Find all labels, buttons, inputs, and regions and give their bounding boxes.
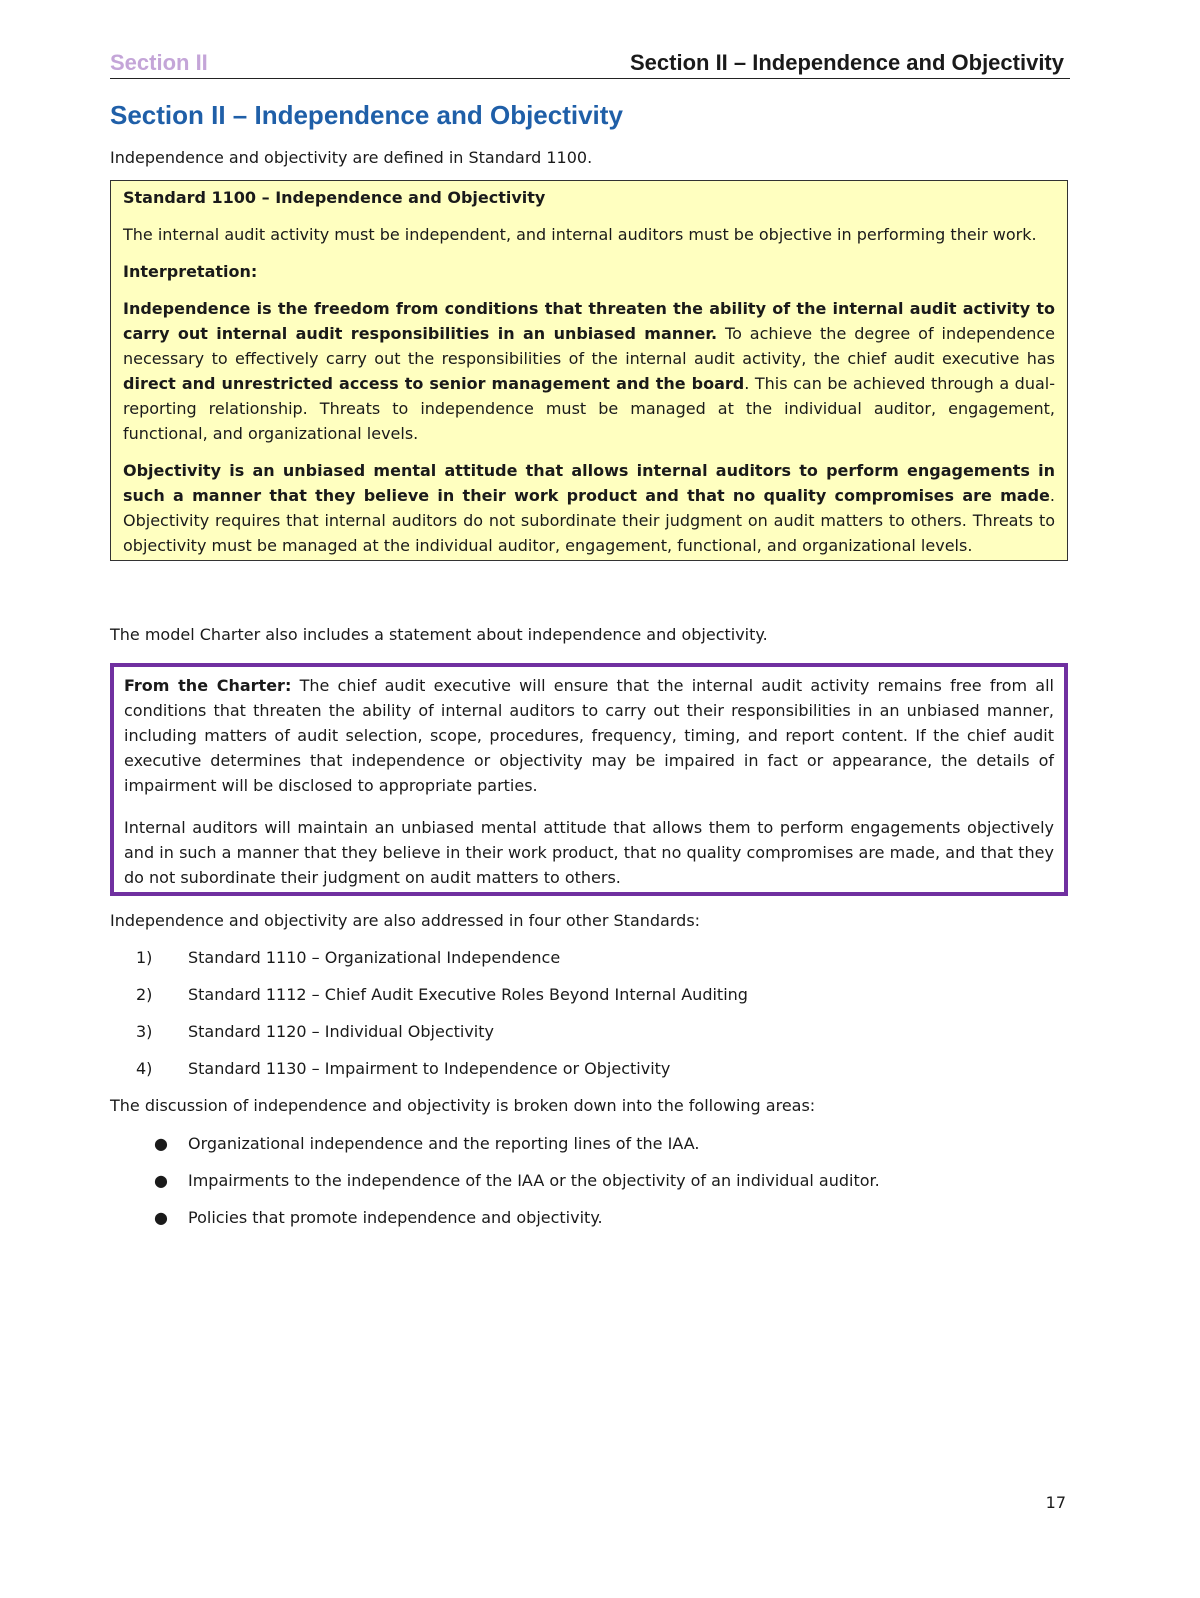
interpretation-label-text: Interpretation: [123,262,258,281]
charter-paragraph-2: Internal auditors will maintain an unbiased mental attitude that allows them to perform engagements objectively and in such a manner that they believe in their work product, that no quality compromises are made, and that they do not subordinate their judgment on audit matters to others. [124,818,1054,887]
objectivity-text: . Objectivity requires that internal auditors do not subordinate their judgment on audit matters to others. Threats to objectivity must be managed at the individual auditor, engagement, functional, and organizational levels. [123,486,1055,555]
charter-paragraph-1 [124,673,1054,798]
running-header [110,50,1070,79]
charter-intro-paragraph: The model Charter also includes a statement about independence and objectivity. [110,625,768,644]
page-title: Section II – Independence and Objectivity [110,100,623,130]
list-item-number: 3) [136,1022,153,1041]
independence-access: direct and unrestricted access to senior management and the board [123,374,745,393]
list-item [110,982,1070,1019]
list-item [110,1168,1070,1205]
independence-text-1: To achieve the degree of independence necessary to effectively carry out the responsibilities of the internal audit activity, the chief audit executive has [123,324,1056,368]
discussion-intro: The discussion of independence and objectivity is broken down into the following areas: [110,1096,816,1115]
list-item-text: Standard 1110 – Organizational Independence [188,948,561,967]
objectivity-definition: Objectivity is an unbiased mental attitude that allows internal auditors to perform engagements in such a manner that they believe in their work product and that no quality compromises are made [123,461,1055,505]
bullet-icon: ● [154,1208,168,1227]
standard-title [123,185,1055,210]
list-item-number: 2) [136,985,153,1004]
charter-label: From the Charter: [124,676,292,695]
independence-definition: Independence is the freedom from conditions that threaten the ability of the internal audit activity to carry out internal audit responsibilities in an unbiased manner. [123,299,1055,343]
list-item [110,1019,1070,1056]
header-section-label: Section II [110,50,208,75]
charter-box [110,663,1068,896]
standard-title-text: Standard 1100 – Independence and Objectivity [123,188,546,207]
other-standards-intro: Independence and objectivity are also addressed in four other Standards: [110,911,701,930]
list-item-text: Organizational independence and the reporting lines of the IAA. [188,1134,700,1153]
intro-paragraph: Independence and objectivity are defined in Standard 1100. [110,148,593,167]
other-standards-list [110,945,1070,1093]
list-item [110,1131,1070,1168]
list-item-text: Policies that promote independence and objectivity. [188,1208,603,1227]
header-section-title: Section II – Independence and Objectivity [630,50,1064,75]
list-item-text: Impairments to the independence of the IAA or the objectivity of an individual auditor. [188,1171,880,1190]
interpretation-label [123,259,1055,284]
independence-text-2: . This can be achieved through a dual-reporting relationship. Threats to independence must be managed at the individual auditor, engagement, functional, and organizational levels. [123,374,1056,443]
list-item [110,1056,1070,1093]
discussion-areas-list [110,1131,1070,1242]
standard-1100-box [110,180,1068,561]
list-item-text: Standard 1130 – Impairment to Independence or Objectivity [188,1059,671,1078]
list-item-number: 1) [136,948,153,967]
independence-paragraph [123,296,1055,446]
bullet-icon: ● [154,1134,168,1153]
bullet-icon: ● [154,1171,168,1190]
list-item-number: 4) [136,1059,153,1078]
list-item [110,945,1070,982]
standard-statement: The internal audit activity must be independent, and internal auditors must be objective in performing their work. [123,225,1037,244]
list-item-text: Standard 1112 – Chief Audit Executive Roles Beyond Internal Auditing [188,985,748,1004]
list-item-text: Standard 1120 – Individual Objectivity [188,1022,494,1041]
objectivity-paragraph [123,458,1055,558]
list-item [110,1205,1070,1242]
charter-text-1: The chief audit executive will ensure that the internal audit activity remains free from all conditions that threaten the ability of internal auditors to carry out their responsibilities in an unbiased manner, including matters of audit selection, scope, procedures, frequency, timing, and report content. If the chief audit executive determines that independence or objectivity may be impaired in fact or appearance, the details of impairment will be disclosed to appropriate parties. [124,676,1054,795]
page-number: 17 [1045,1493,1066,1512]
